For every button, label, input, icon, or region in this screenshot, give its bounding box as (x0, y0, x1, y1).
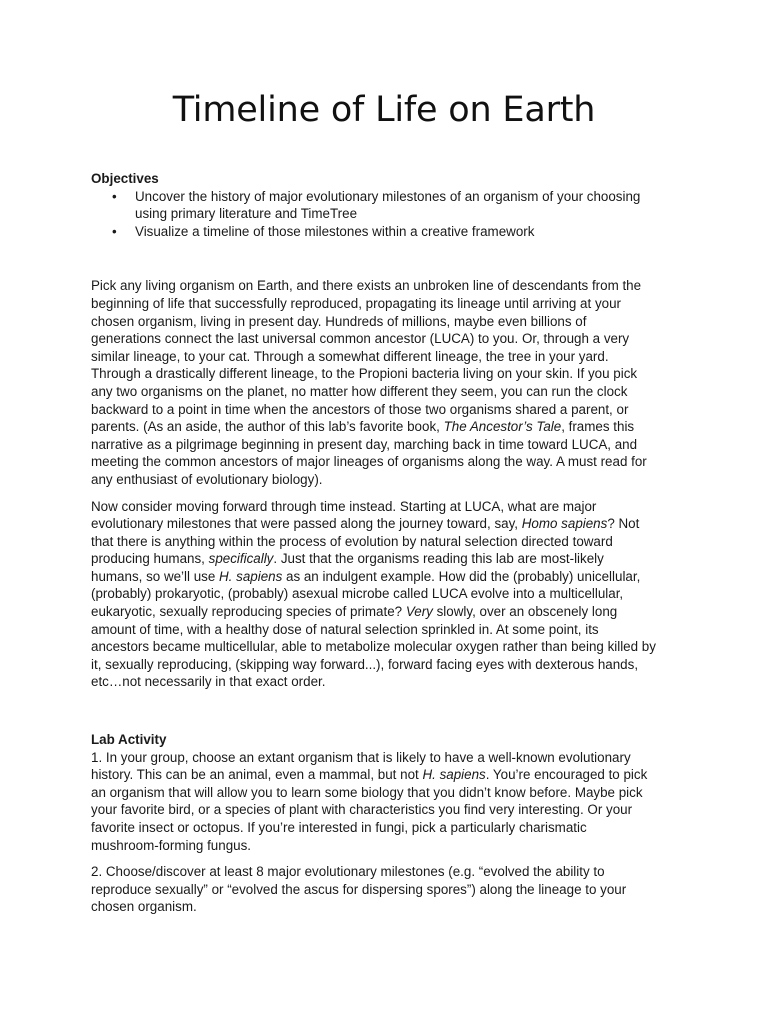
species-name: H. sapiens (422, 767, 486, 783)
step-text: 1. In your group, choose an extant organism that is likely to have a well-known evolutionary history. This can be an animal, even a mammal, but not (91, 749, 631, 783)
lab-step-1 (91, 749, 657, 855)
intro-text: ? Not that there is anything within the process of evolution by natural selection directed toward producing humans, (91, 516, 640, 567)
page-title: Timeline of Life on Earth (172, 90, 596, 130)
intro-text: as an indulgent example. How did the (probably) unicellular, (probably) prokaryotic, (probably) asexual microbe called LUCA evolve into a multicellular, eukaryotic, sexually reproducing species of primate? (91, 568, 641, 620)
objective-item (112, 223, 657, 241)
intro-text: Now consider moving forward through time instead. Starting at LUCA, what are major evolutionary milestones that were passed along the journey toward, say, (91, 498, 597, 532)
document-body (91, 170, 657, 916)
objectives-list (91, 188, 657, 241)
step-text: . You’re encouraged to pick an organism that will allow you to learn some biology that you didn’t know before. Maybe pick your favorite bird, or a species of plant with characteristics you find very interesting. Or your favorite insect or octopus. If you’re interested in fungi, pick a particularly charismatic mushroom-forming fungus. (91, 767, 648, 853)
lab-step-2: 2. Choose/discover at least 8 major evolutionary milestones (e.g. “evolved the ability to reproduce sexually” or “evolved the ascus for dispersing spores”) along the lineage to your chosen organism. (91, 864, 627, 915)
objective-text: Uncover the history of major evolutionary milestones of an organism of your choosing using primary literature and TimeTree (135, 188, 641, 222)
intro-text: , frames this narrative as a pilgrimage beginning in present day, marching back in time toward LUCA, and meeting the common ancestors of major lineages of organisms along the way. A must read for any enthusiast of evolutionary biology). (91, 419, 647, 487)
emphasis-text: Very (405, 604, 433, 620)
bullet-icon: • (112, 223, 117, 239)
intro-text: Pick any living organism on Earth, and there exists an unbroken line of descendants from the beginning of life that successfully reproduced, propagating its lineage until arriving at your chosen organism, living in present day. Hundreds of millions, maybe even billions of generations connect the last universal common ancestor (LUCA) to you. Or, through a very similar lineage, to your cat. Through a somewhat different lineage, the tree in your yard. Through a drastically different lineage, to the Propioni bacteria living on your skin. If you pick any two organisms on the planet, no matter how different they seem, you can run the clock backward to a point in time when the ancestors of those two organisms shared a parent, or parents. (As an aside, the author of this lab’s favorite book, (91, 278, 642, 435)
lab-activity-heading: Lab Activity (91, 732, 167, 748)
objective-text: Visualize a timeline of those milestones within a creative framework (135, 223, 535, 239)
objective-item (112, 188, 657, 223)
book-title: The Ancestor’s Tale (443, 419, 562, 435)
intro-text: slowly, over an obscenely long amount of time, with a healthy dose of natural selection sprinkled in. At some point, its ancestors became multicellular, able to metabolize molecular oxygen rather than being killed by it, sexually reproducing, (skipping way forward...), forward facing eyes with dexterous hands, etc…not necessarily in that exact order. (91, 604, 656, 690)
emphasis-text: specifically (208, 551, 274, 567)
objectives-heading: Objectives (91, 171, 159, 186)
species-name: H. sapiens (219, 568, 283, 584)
intro-text: . Just that the organisms reading this lab are most-likely humans, so we’ll use (91, 551, 604, 584)
intro-paragraph-2 (91, 498, 657, 692)
species-name: Homo sapiens (521, 516, 608, 532)
intro-paragraph-1 (91, 277, 657, 488)
bullet-icon: • (112, 188, 117, 204)
